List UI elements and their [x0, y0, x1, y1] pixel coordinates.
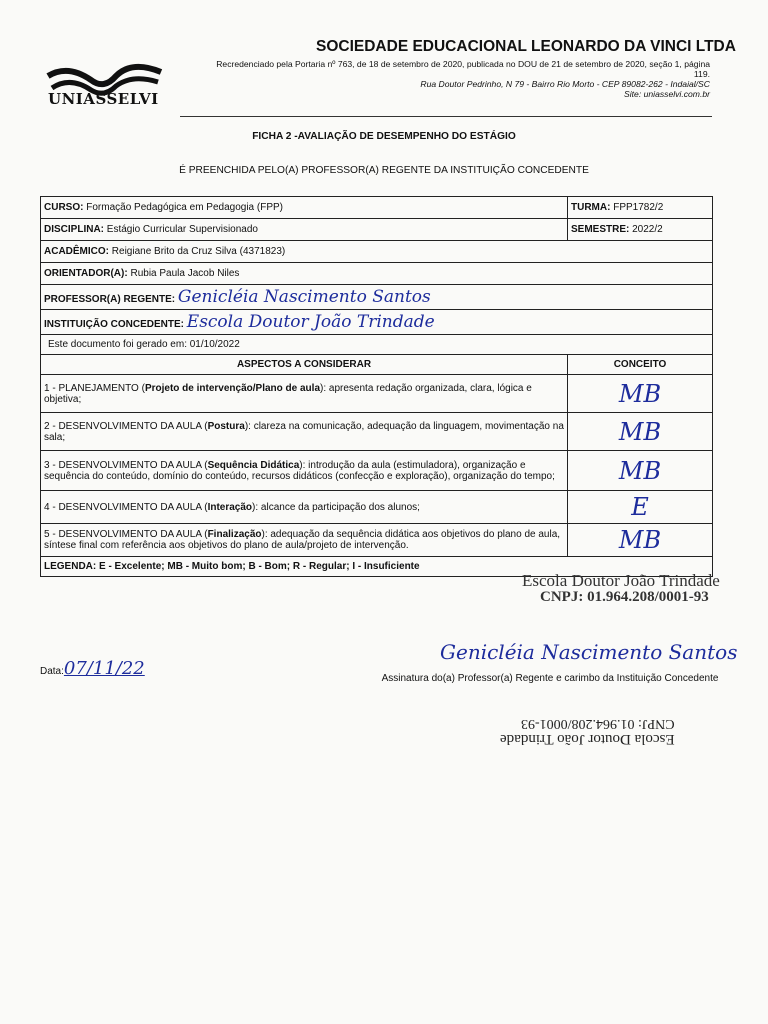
instituicao-handwritten: Escola Doutor João Trindade [186, 312, 435, 332]
semestre-cell: SEMESTRE: 2022/2 [568, 219, 713, 241]
upside-down-stamp [500, 715, 675, 747]
aspect-text: 1 - PLANEJAMENTO (Projeto de intervenção/Plano de aula): apresenta redação organizada, clara, lógica e objetiva; [41, 375, 568, 413]
disciplina-cell: DISCIPLINA: Estágio Curricular Supervisionado [41, 219, 568, 241]
aspect-row [41, 524, 713, 557]
org-site: Site: uniasselvi.com.br [624, 89, 710, 99]
aspect-text: 4 - DESENVOLVIMENTO DA AULA (Interação): alcance da participação dos alunos; [41, 491, 568, 524]
signature-caption: Assinatura do(a) Professor(a) Regente e carimbo da Instituição Concedente [381, 673, 719, 684]
evaluation-form-table [40, 196, 713, 577]
aspect-grade: MB [568, 451, 713, 491]
date-field [40, 658, 145, 679]
signature: Genicléia Nascimento Santos [440, 640, 738, 664]
instituicao-cell: INSTITUIÇÃO CONCEDENTE: Escola Doutor João Trindade [41, 310, 713, 335]
upside-down-stamp-name: Escola Doutor João Trindade [500, 731, 675, 747]
aspect-grade: MB [568, 413, 713, 451]
aspect-text: 5 - DESENVOLVIMENTO DA AULA (Finalização): adequação da sequência didática aos objetivos do plano de aula, síntese final com referência aos objetivos do plano de aula/projeto de intervenção. [41, 524, 568, 557]
concept-header: CONCEITO [568, 355, 713, 375]
form-title: FICHA 2 -AVALIAÇÃO DE DESEMPENHO DO ESTÁGIO [252, 131, 516, 142]
aspect-grade: E [568, 491, 713, 524]
aspect-text: 3 - DESENVOLVIMENTO DA AULA (Sequência Didática): introdução da aula (estimuladora), organização e sequência do conteúdo, domínio do conteúdo, recursos didáticos (confecção e exploração), organização do tempo; [41, 451, 568, 491]
header-divider [180, 116, 712, 117]
org-accreditation: Recredenciado pela Portaria nº 763, de 18 de setembro de 2020, publicada no DOU de 21 de setembro de 2020, seção 1, página [216, 59, 710, 69]
generated-date: Este documento foi gerado em: 01/10/2022 [41, 335, 713, 355]
orientador-cell: ORIENTADOR(A): Rubia Paula Jacob Niles [41, 263, 713, 285]
professor-cell: PROFESSOR(A) REGENTE: Genicléia Nascimento Santos [41, 285, 713, 310]
aspect-row [41, 375, 713, 413]
logo-text: UNIASSELVI [48, 90, 159, 108]
curso-cell: CURSO: Formação Pedagógica em Pedagogia (FPP) [41, 197, 568, 219]
aspect-text: 2 - DESENVOLVIMENTO DA AULA (Postura): clareza na comunicação, adequação da linguagem, movimentação na sala; [41, 413, 568, 451]
aspect-row [41, 451, 713, 491]
aspect-grade: MB [568, 524, 713, 557]
institution-stamp-cnpj: CNPJ: 01.964.208/0001-93 [540, 589, 709, 605]
form-subtitle: É PREENCHIDA PELO(A) PROFESSOR(A) REGENTE DA INSTITUIÇÃO CONCEDENTE [179, 165, 589, 176]
aspect-row [41, 413, 713, 451]
institution-stamp-name: Escola Doutor João Trindade [522, 571, 720, 590]
aspect-row [41, 491, 713, 524]
aspect-grade: MB [568, 375, 713, 413]
upside-down-stamp-cnpj: CNPJ: 01.964.208/0001-93 [520, 716, 675, 731]
professor-handwritten: Genicléia Nascimento Santos [177, 287, 431, 307]
academico-cell: ACADÊMICO: Reigiane Brito da Cruz Silva (4371823) [41, 241, 713, 263]
org-name: SOCIEDADE EDUCACIONAL LEONARDO DA VINCI LTDA [316, 38, 736, 55]
org-accreditation-page: 119. [693, 69, 710, 79]
grading-legend: LEGENDA: E - Excelente; MB - Muito bom; B - Bom; R - Regular; I - Insuficiente [41, 557, 713, 577]
org-address: Rua Doutor Pedrinho, N 79 - Bairro Rio Morto - CEP 89082-262 - Indaial/SC [420, 79, 710, 89]
date-handwritten: 07/11/22 [63, 658, 145, 679]
aspects-header: ASPECTOS A CONSIDERAR [41, 355, 568, 375]
turma-cell: TURMA: FPP1782/2 [568, 197, 713, 219]
date-label: Data: [40, 666, 64, 677]
